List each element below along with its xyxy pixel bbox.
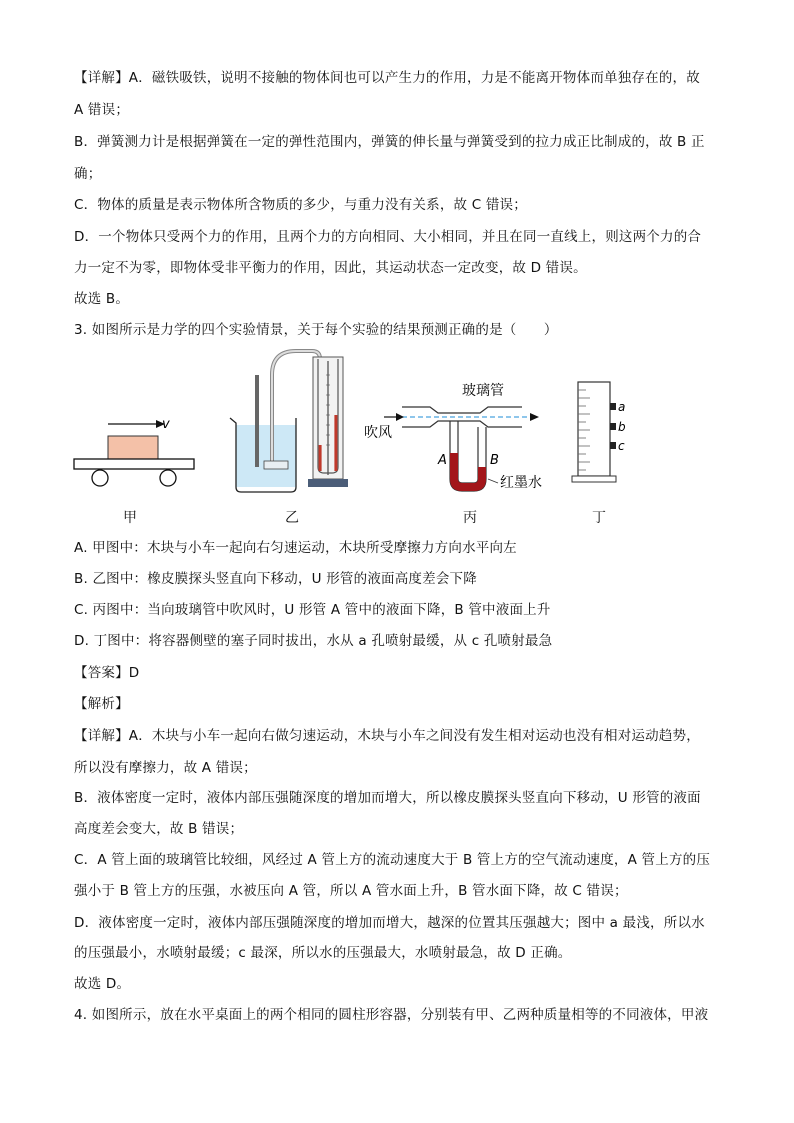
hole-a-label: a [618,400,626,414]
velocity-label: v [162,417,170,432]
analysis-heading: 【解析】 [74,696,129,712]
text-line: 【详解】A．磁铁吸铁，说明不接触的物体间也可以产生力的作用，力是不能离开物体而单独存在的，故 [74,70,700,86]
answer-line: 【答案】D [74,665,140,681]
text-line: C．A 管上面的玻璃管比较细，风经过 A 管上方的流动速度大于 B 管上方的空气流动速度，A 管上方的压 [74,852,711,868]
option-b: B. 乙图中：橡皮膜探头竖直向下移动，U 形管的液面高度差会下降 [74,571,477,587]
tube-b-label: B [490,453,499,468]
text-line: C．物体的质量是表示物体所含物质的多少，与重力没有关系，故 C 错误； [74,197,527,213]
hole-c-label: c [618,439,625,453]
text-line: D．一个物体只受两个力的作用，且两个力的方向相同、大小相同，并且在同一直线上，则这两个力的合 [74,229,702,245]
text-line: B．液体密度一定时，液体内部压强随深度的增加而增大，所以橡皮膜探头竖直向下移动，U 形管的液面 [74,790,701,806]
caption-bing: 丙 [463,510,477,526]
text-line: D．液体密度一定时，液体内部压强随深度的增加而增大，越深的位置其压强越大；图中 a 最浅，所以水 [74,915,705,931]
tube-a-label: A [438,453,447,468]
figure-jia-cart [70,410,200,490]
blow-label: 吹风 [364,425,392,441]
caption-jia: 甲 [123,510,137,526]
text-line: 强小于 B 管上方的压强，水被压向 A 管，所以 A 管水面上升，B 管水面下降，故 C 错误； [74,883,628,899]
figure-bing-glass-tube [362,375,562,500]
option-a: A. 甲图中：木块与小车一起向右匀速运动，木块所受摩擦力方向水平向左 [74,540,517,556]
text-line: 高度差会变大，故 B 错误； [74,821,244,837]
caption-yi: 乙 [285,510,299,526]
option-c: C. 丙图中：当向玻璃管中吹风时，U 形管 A 管中的液面下降，B 管中液面上升 [74,602,551,618]
text-line: 【详解】A．木块与小车一起向右做匀速运动，木块与小车之间没有发生相对运动也没有相对运动趋势， [74,728,700,744]
question-4-stem: 4. 如图所示，放在水平桌面上的两个相同的圆柱形容器，分别装有甲、乙两种质量相等的不同液体，甲液 [74,1007,709,1023]
text-line: 的压强最小，水喷射最缓；c 最深，所以水的压强最大，水喷射最急，故 D 正确。 [74,945,572,961]
caption-ding: 丁 [592,510,606,526]
text-line: 所以没有摩擦力，故 A 错误； [74,760,257,776]
hole-b-label: b [618,420,626,434]
question-3-stem: 3. 如图所示是力学的四个实验情景，关于每个实验的结果预测正确的是（ ） [74,322,558,338]
text-line: A 错误； [74,102,130,118]
text-line: 故选 D。 [74,976,131,992]
text-line: B．弹簧测力计是根据弹簧在一定的弹性范围内，弹簧的伸长量与弹簧受到的拉力成正比制成的，故 B 正 [74,134,705,150]
figure-ding-container [566,378,636,488]
option-d: D. 丁图中：将容器侧壁的塞子同时拔出，水从 a 孔喷射最缓，从 c 孔喷射最急 [74,633,553,649]
glass-tube-label: 玻璃管 [462,383,504,399]
text-line: 力一定不为零，即物体受非平衡力的作用，因此，其运动状态一定改变，故 D 错误。 [74,260,587,276]
text-line: 确； [74,166,102,182]
text-line: 故选 B。 [74,291,130,307]
figure-yi-manometer [228,345,358,495]
red-ink-label: 红墨水 [500,475,542,491]
